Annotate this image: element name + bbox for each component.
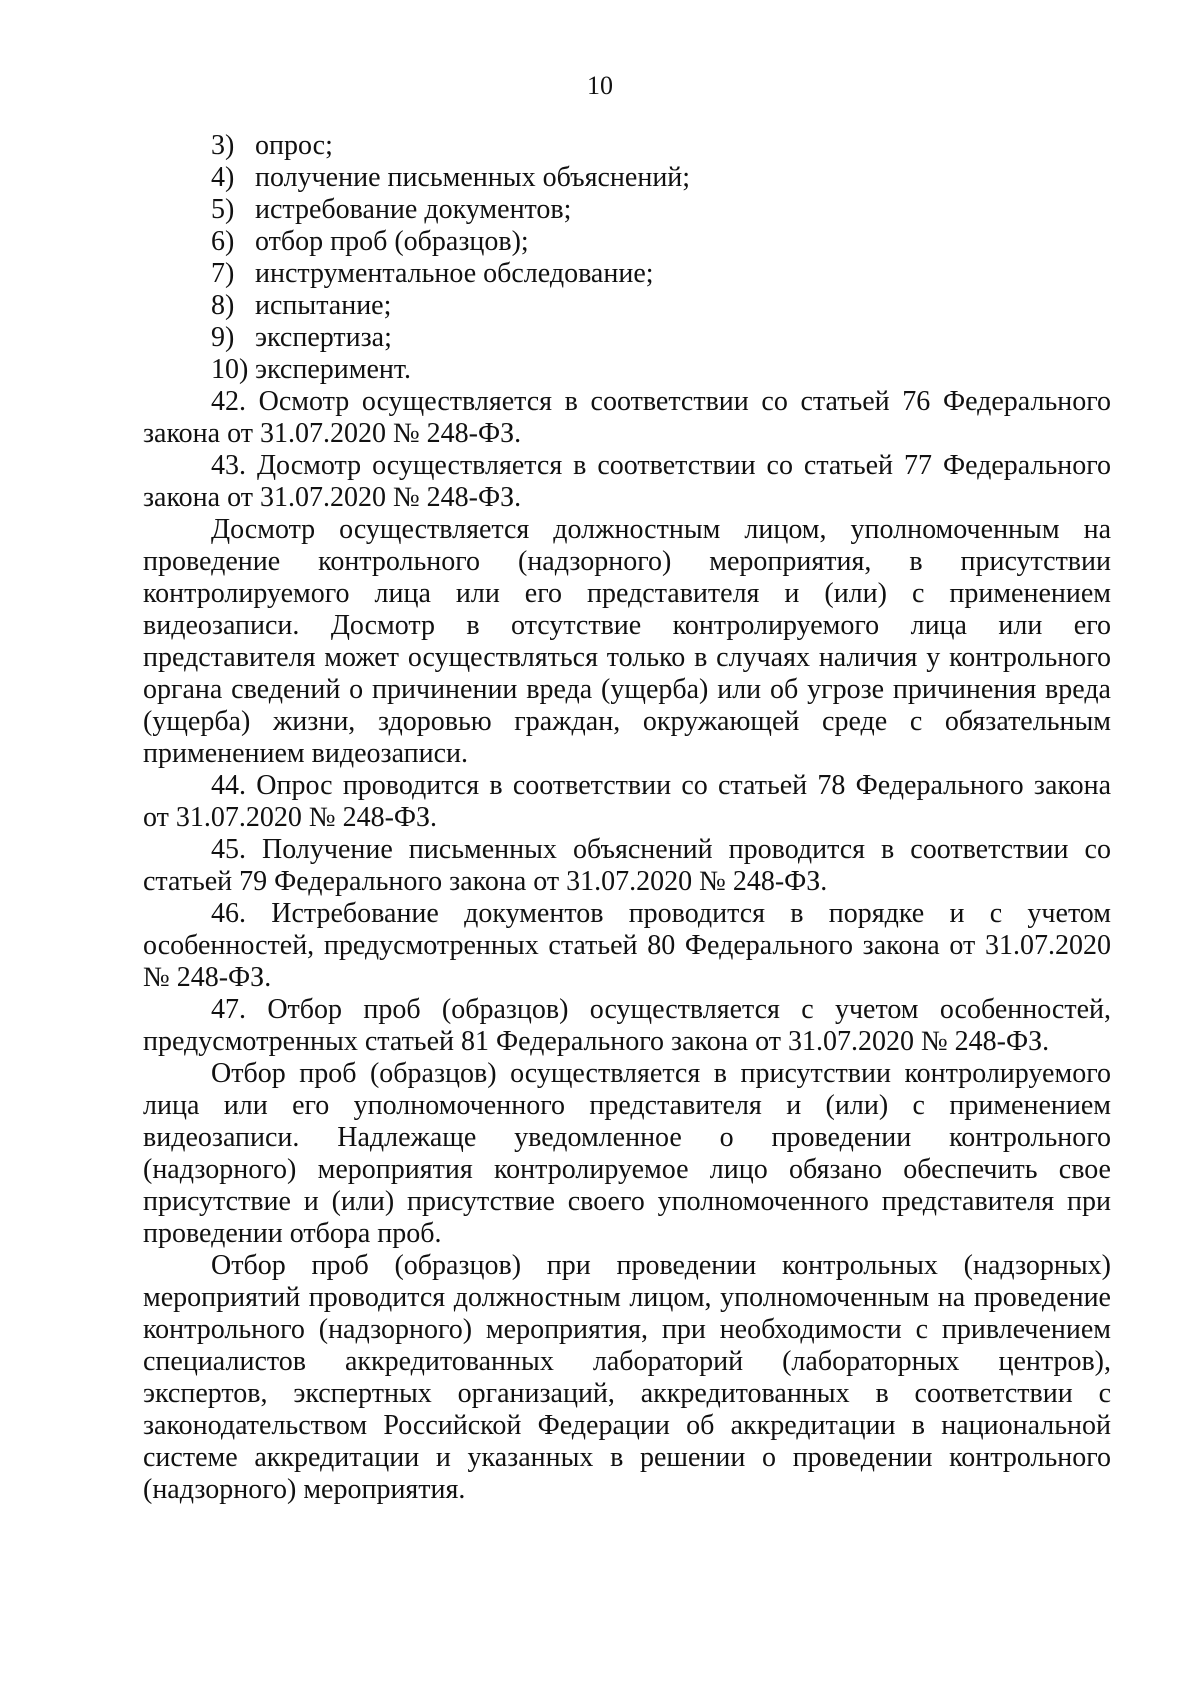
list-item — [143, 290, 1111, 322]
page-number: 10 — [587, 71, 613, 100]
paragraph-42: 42. Осмотр осуществляется в соответствии со статьей 76 Федерального закона от 31.07.2020 № 248-ФЗ. — [143, 386, 1111, 449]
list-item-number: 9) — [211, 322, 235, 353]
list-item-text: истребование документов; — [255, 194, 572, 225]
list-item — [143, 226, 1111, 258]
paragraph-inspection-details: Досмотр осуществляется должностным лицом, уполномоченным на проведение контрольного (надзорного) мероприятия, в присутствии контролируемого лица или его представителя и (или) с применением видеозаписи. Досмотр в отсутствие контролируемого лица или его представителя может осуществляться только в случаях наличия у контрольного органа сведений о причинении вреда (ущерба) или об угрозе причинения вреда (ущерба) жизни, здоровью граждан, окружающей среде с обязательным применением видеозаписи. — [143, 514, 1111, 769]
list-item-number: 8) — [211, 290, 235, 321]
list-item — [143, 194, 1111, 226]
paragraph-46: 46. Истребование документов проводится в порядке и с учетом особенностей, предусмотренных статьей 80 Федерального закона от 31.07.2020 № 248-ФЗ. — [143, 898, 1111, 993]
list-item-text: экспертиза; — [255, 322, 392, 353]
paragraph-sampling-specialists: Отбор проб (образцов) при проведении контрольных (надзорных) мероприятий проводится должностным лицом, уполномоченным на проведение контрольного (надзорного) мероприятия, при необходимости с привлечением специалистов аккредитованных лабораторий (лабораторных центров), экспертов, экспертных организаций, аккредитованных в соответствии с законодательством Российской Федерации об аккредитации в национальной системе аккредитации и указанных в решении о проведении контрольного (надзорного) мероприятия. — [143, 1250, 1111, 1505]
list-item-number: 3) — [211, 130, 235, 161]
paragraph-43: 43. Досмотр осуществляется в соответствии со статьей 77 Федерального закона от 31.07.2020 № 248-ФЗ. — [143, 450, 1111, 513]
list-item-number: 10) — [211, 354, 249, 385]
list-item-text: инструментальное обследование; — [255, 258, 654, 289]
list-item-text: отбор проб (образцов); — [255, 226, 529, 257]
list-item — [143, 162, 1111, 194]
document-body — [143, 130, 1111, 1506]
list-item — [143, 354, 1111, 386]
paragraph-45: 45. Получение письменных объяснений проводится в соответствии со статьей 79 Федерального закона от 31.07.2020 № 248-ФЗ. — [143, 834, 1111, 897]
list-item-number: 4) — [211, 162, 235, 193]
paragraph-sampling-presence: Отбор проб (образцов) осуществляется в присутствии контролируемого лица или его уполномоченного представителя и (или) с применением видеозаписи. Надлежаще уведомленное о проведении контрольного (надзорного) мероприятия контролируемое лицо обязано обеспечить свое присутствие и (или) присутствие своего уполномоченного представителя при проведении отбора проб. — [143, 1058, 1111, 1249]
list-item-text: получение письменных объяснений; — [255, 162, 691, 193]
list-item-number: 5) — [211, 194, 235, 225]
list-item-text: опрос; — [255, 130, 333, 161]
paragraph-44: 44. Опрос проводится в соответствии со статьей 78 Федерального закона от 31.07.2020 № 248-ФЗ. — [143, 770, 1111, 833]
list-item-text: испытание; — [255, 290, 392, 321]
list-item — [143, 322, 1111, 354]
paragraph-47: 47. Отбор проб (образцов) осуществляется с учетом особенностей, предусмотренных статьей 81 Федерального закона от 31.07.2020 № 248-ФЗ. — [143, 994, 1111, 1057]
list-item-number: 6) — [211, 226, 235, 257]
list-item — [143, 258, 1111, 290]
list-item-text: эксперимент. — [255, 354, 412, 385]
list-item — [143, 130, 1111, 162]
list-item-number: 7) — [211, 258, 235, 289]
